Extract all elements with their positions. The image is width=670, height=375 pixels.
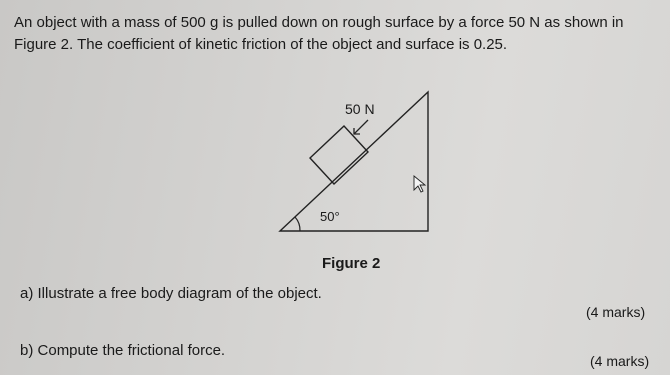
force-label: 50 N bbox=[345, 101, 375, 117]
mouse-cursor-icon bbox=[414, 176, 425, 192]
problem-line-2 bbox=[14, 34, 664, 56]
part-b-label: b) bbox=[20, 342, 34, 359]
part-a-text: Illustrate a free body diagram of the object. bbox=[37, 285, 322, 302]
angle-arc bbox=[295, 217, 300, 231]
part-b-marks: (4 marks) bbox=[590, 353, 650, 369]
question-part-a bbox=[20, 285, 322, 302]
problem-line-1: An object with a mass of 500 g is pulled down on rough surface by a force 50 N as shown in bbox=[14, 14, 624, 31]
part-b-text: Compute the frictional force. bbox=[37, 342, 226, 359]
problem-line-2-text: . The coefficient of kinetic friction of the object and surface is 0.25. bbox=[69, 36, 508, 53]
part-a-marks: (4 marks) bbox=[586, 304, 646, 320]
force-arrow bbox=[354, 120, 368, 134]
question-part-b bbox=[20, 342, 225, 359]
angle-label: 50° bbox=[320, 209, 340, 224]
part-a-label: a) bbox=[20, 285, 34, 302]
figure-reference: Figure 2 bbox=[14, 36, 70, 53]
figure-caption: Figure 2 bbox=[322, 255, 381, 272]
problem-statement bbox=[14, 12, 664, 56]
